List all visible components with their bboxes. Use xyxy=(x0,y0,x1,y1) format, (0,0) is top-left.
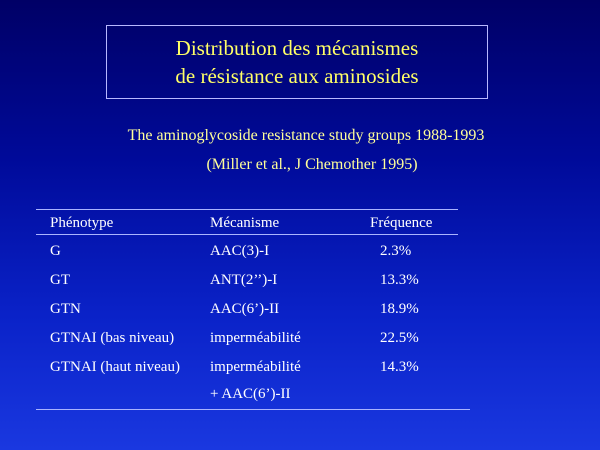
header-frequency: Fréquence xyxy=(370,215,433,231)
row-2-mechanism: ANT(2’’)-I xyxy=(210,272,278,288)
row-4-frequency: 22.5% xyxy=(380,330,419,346)
row-3-mechanism: AAC(6’)-II xyxy=(210,301,280,317)
row-5-frequency: 14.3% xyxy=(380,359,419,375)
table-bottom-rule xyxy=(36,409,470,410)
row-1-frequency: 2.3% xyxy=(380,243,412,259)
table-header-rule xyxy=(36,234,458,235)
row-3-phenotype: GTN xyxy=(50,301,81,317)
row-5-mechanism: imperméabilité xyxy=(210,359,301,375)
row-2-frequency: 13.3% xyxy=(380,272,419,288)
table-top-rule xyxy=(36,209,458,210)
row-4-phenotype: GTNAI (bas niveau) xyxy=(50,330,175,346)
row-1-phenotype: G xyxy=(50,243,61,259)
subtitle-citation: (Miller et al., J Chemother 1995) xyxy=(206,156,418,173)
subtitle-study-groups: The aminoglycoside resistance study groups 1988-1993 xyxy=(127,127,485,144)
row-5-mechanism-continuation: + AAC(6’)-II xyxy=(210,386,291,402)
title-line-1: Distribution des mécanismes xyxy=(175,36,419,60)
title-line-2: de résistance aux aminosides xyxy=(175,64,419,88)
header-mechanism: Mécanisme xyxy=(210,215,280,231)
header-phenotype: Phénotype xyxy=(50,215,114,231)
title-box xyxy=(106,25,488,99)
row-4-mechanism: imperméabilité xyxy=(210,330,301,346)
row-3-frequency: 18.9% xyxy=(380,301,419,317)
row-5-phenotype: GTNAI (haut niveau) xyxy=(50,359,180,375)
row-2-phenotype: GT xyxy=(50,272,70,288)
row-1-mechanism: AAC(3)-I xyxy=(210,243,270,259)
